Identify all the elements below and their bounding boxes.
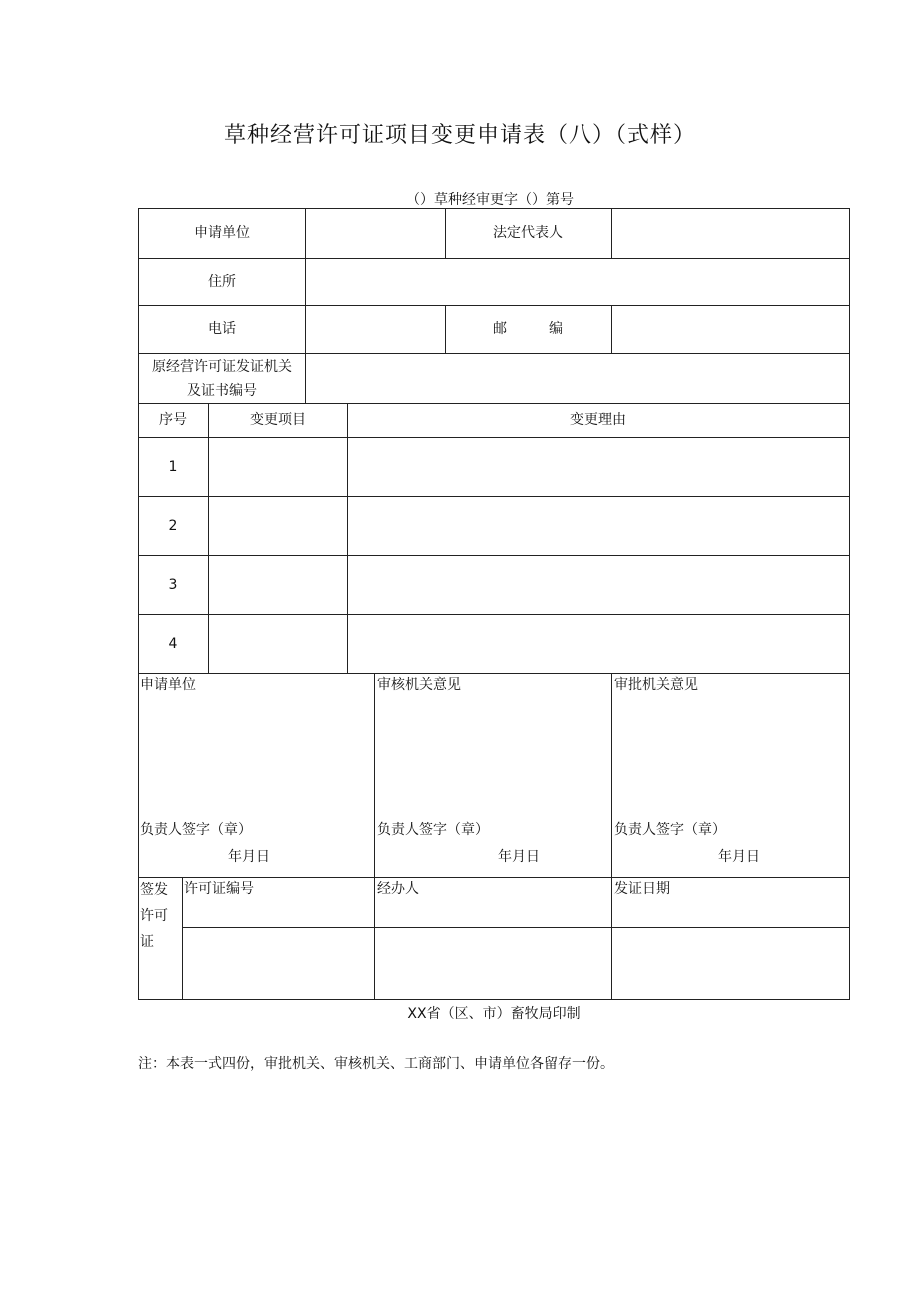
col-header-reason: 变更理由: [570, 412, 626, 428]
table-border-bottom: [138, 999, 850, 1000]
issue-date-field[interactable]: [612, 928, 849, 999]
row-number: 4: [168, 636, 178, 652]
opinion-header-applicant: 申请单位: [140, 677, 196, 693]
change-item-field[interactable]: [209, 615, 347, 673]
change-item-field[interactable]: [209, 497, 347, 555]
handler-field[interactable]: [375, 928, 611, 999]
orig-license-label-line1: 原经营许可证发证机关: [152, 359, 292, 375]
printer-line: XX省（区、市）畜牧局印制: [407, 1006, 581, 1022]
change-reason-field[interactable]: [348, 497, 849, 555]
table-border-right: [849, 208, 850, 1000]
change-reason-field[interactable]: [348, 615, 849, 673]
col-header-no: 序号: [159, 412, 187, 428]
postcode-label: 邮 编: [493, 321, 563, 337]
postcode-field[interactable]: [612, 306, 849, 353]
footnote: 注：本表一式四份，审批机关、审核机关、工商部门、申请单位各留存一份。: [138, 1056, 614, 1072]
opinion-date-label: 年月日: [498, 849, 540, 865]
row-number: 1: [168, 459, 178, 475]
issuance-label-line3: 证: [140, 934, 154, 950]
issuance-label-line2: 许可: [140, 908, 168, 924]
legal-rep-label: 法定代表人: [493, 225, 563, 241]
applicant-label: 申请单位: [194, 225, 250, 241]
row-divider: [138, 877, 850, 878]
opinion-date-label: 年月日: [228, 849, 270, 865]
phone-label: 电话: [208, 321, 236, 337]
issuance-label-line1: 签发: [140, 882, 168, 898]
phone-field[interactable]: [306, 306, 445, 353]
address-field[interactable]: [306, 259, 849, 305]
document-number: （）草种经审更字（）第号: [406, 192, 574, 208]
opinion-sign-label: 负责人签字（章）: [614, 822, 726, 838]
row-divider: [138, 673, 850, 674]
opinion-date-label: 年月日: [718, 849, 760, 865]
orig-license-label-line2: 及证书编号: [187, 383, 257, 399]
change-reason-field[interactable]: [348, 556, 849, 614]
license-number-field[interactable]: [183, 928, 374, 999]
opinion-sign-label: 负责人签字（章）: [140, 822, 252, 838]
row-number: 2: [168, 518, 178, 534]
opinion-header-approval: 审批机关意见: [614, 677, 698, 693]
row-number: 3: [168, 577, 178, 593]
opinion-sign-label: 负责人签字（章）: [377, 822, 489, 838]
address-label: 住所: [208, 274, 236, 290]
change-reason-field[interactable]: [348, 438, 849, 496]
handler-label: 经办人: [377, 881, 419, 897]
change-item-field[interactable]: [209, 556, 347, 614]
legal-rep-field[interactable]: [612, 209, 849, 258]
opinion-header-review: 审核机关意见: [377, 677, 461, 693]
license-number-label: 许可证编号: [184, 881, 254, 897]
issue-date-label: 发证日期: [614, 881, 670, 897]
applicant-field[interactable]: [306, 209, 445, 258]
col-header-item: 变更项目: [250, 412, 306, 428]
document-title: 草种经营许可证项目变更申请表（八）（式样）: [223, 123, 696, 148]
orig-license-field[interactable]: [306, 354, 849, 403]
row-divider: [138, 403, 850, 404]
change-item-field[interactable]: [209, 438, 347, 496]
